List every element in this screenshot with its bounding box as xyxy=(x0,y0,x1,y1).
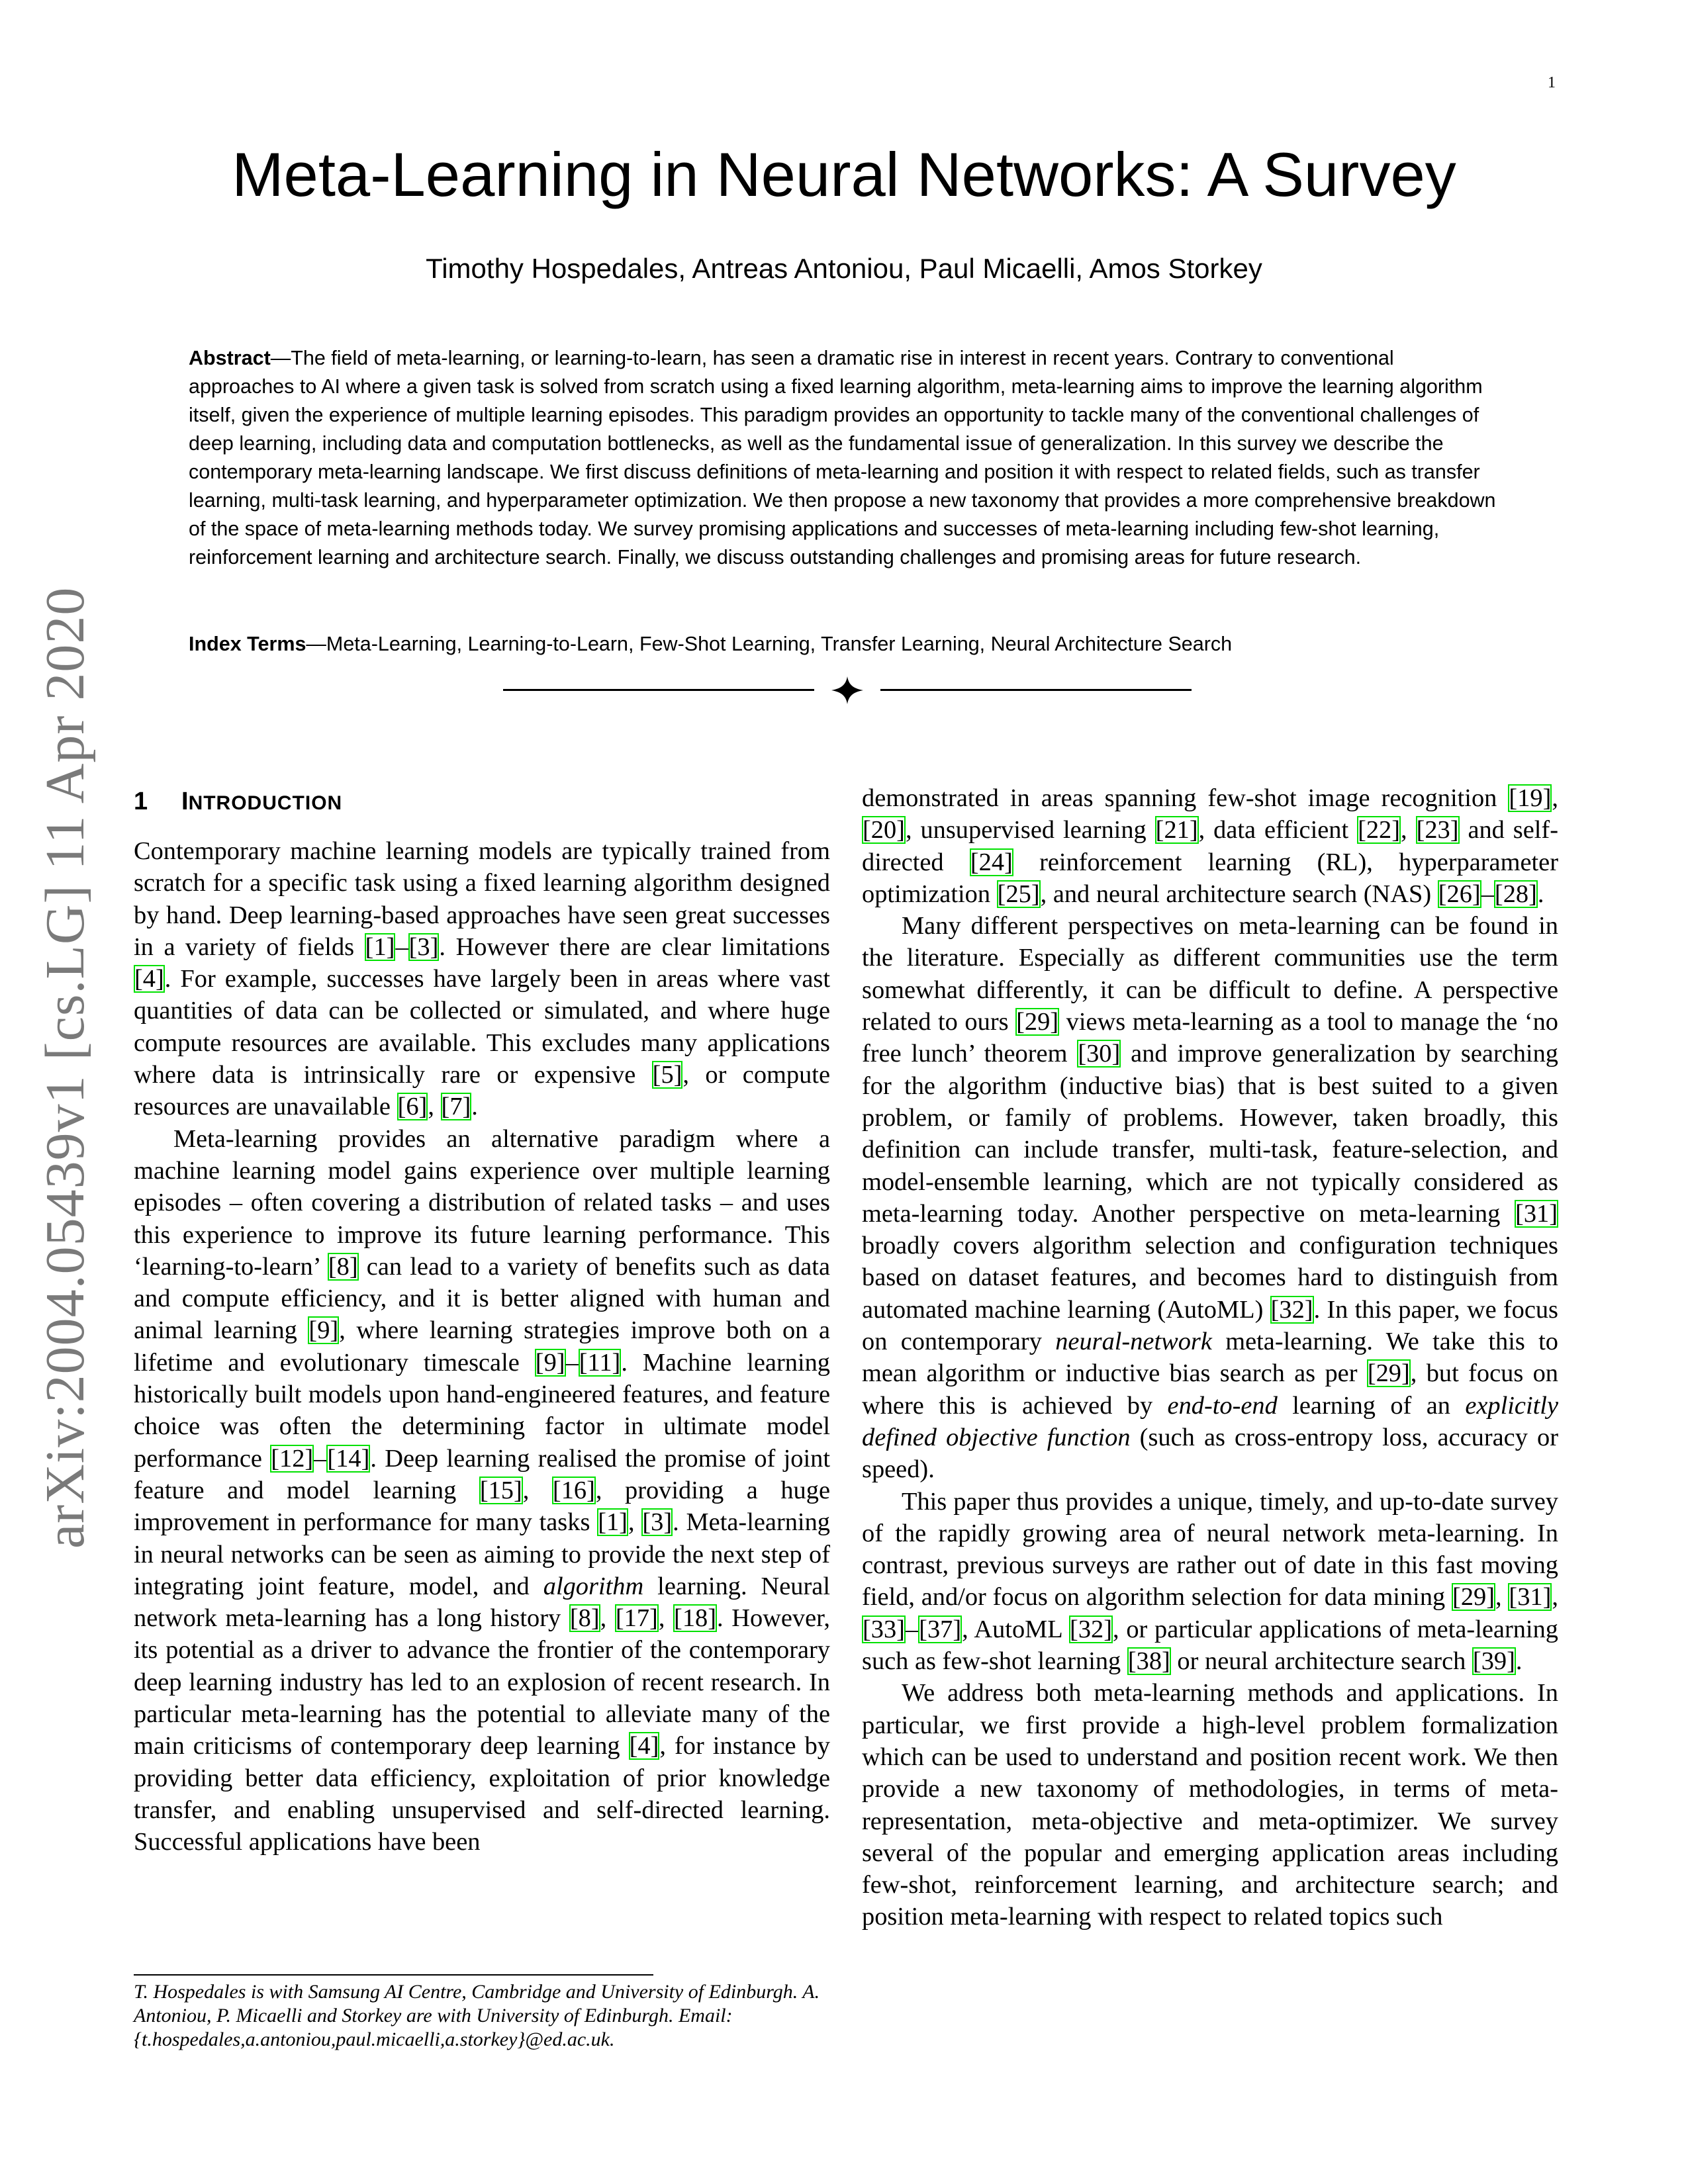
divider-right xyxy=(880,689,1192,691)
paragraph xyxy=(862,910,1558,1485)
text-run: can lead to a variety of benefits such as data and compute efficiency, and it is better aligned with human and animal learning xyxy=(134,1252,830,1345)
text-run: , for instance by providing better data efficiency, exploitation of prior knowledge transfer, and enabling unsupervised and self-directed learning. Successful applications have been xyxy=(134,1732,831,1856)
citation-link[interactable]: [15] xyxy=(479,1476,522,1504)
citation-link[interactable]: [1] xyxy=(365,933,395,961)
citation-link[interactable]: [19] xyxy=(1509,784,1552,812)
paragraph xyxy=(134,1123,830,1858)
text-run: , AutoML xyxy=(962,1615,1070,1643)
citation-link[interactable]: [12] xyxy=(271,1444,314,1473)
citation-link[interactable]: [29] xyxy=(1016,1008,1059,1036)
paper-title: Meta-Learning in Neural Networks: A Survey xyxy=(232,140,1456,209)
text-run: , xyxy=(1552,784,1558,812)
citation-link[interactable]: [9] xyxy=(535,1348,565,1377)
text-run: – xyxy=(565,1348,579,1377)
citation-link[interactable]: [3] xyxy=(642,1508,673,1537)
citation-link[interactable]: [31] xyxy=(1509,1583,1552,1612)
citation-link[interactable]: [37] xyxy=(919,1615,962,1643)
abstract-label: Abstract xyxy=(189,347,271,369)
citation-link[interactable]: [23] xyxy=(1416,816,1459,844)
text-run: Contemporary machine learning models are typically trained from scratch for a specific task using a fixed learning algorithm designed by hand. Deep learning-based approaches have seen great successes in a variety of fields xyxy=(134,837,830,961)
text-run: or neural architecture search xyxy=(1170,1647,1472,1676)
text-run: views meta-learning as a tool to manage the ‘no free lunch’ theorem xyxy=(862,1008,1559,1068)
text-run: , providing a huge improvement in performance for many tasks xyxy=(134,1476,830,1537)
paragraph xyxy=(862,1486,1558,1678)
citation-link[interactable]: [29] xyxy=(1367,1359,1410,1388)
text-run: This paper thus provides a unique, timely, and up-to-date survey of the rapidly growing area of neural network meta-learning. In contrast, previous surveys are rather out of date in this fast moving field, and/or focus on algorithm selection for data mining xyxy=(862,1487,1558,1612)
text-run: . However there are clear limitations xyxy=(439,933,830,961)
citation-link[interactable]: [3] xyxy=(408,933,439,961)
text-run: . Deep learning realised the promise of joint feature and model learning xyxy=(134,1444,830,1504)
citation-link[interactable]: [38] xyxy=(1127,1647,1170,1676)
index-terms-label: Index Terms xyxy=(189,633,306,655)
text-run: . However, its potential as a driver to advance the frontier of the contemporary deep learning industry has led to an explosion of recent research. In particular meta-learning has the potential to alleviate many of the main criticisms of contemporary deep learning xyxy=(134,1604,831,1760)
citation-link[interactable]: [33] xyxy=(863,1615,905,1643)
citation-link[interactable]: [30] xyxy=(1078,1040,1121,1068)
citation-link[interactable]: [39] xyxy=(1472,1647,1515,1676)
citation-link[interactable]: [21] xyxy=(1155,816,1198,844)
text-run: Meta-learning provides an alternative paradigm where a machine learning model gains experience over multiple learning episodes – often covering a distribution of related tasks – and uses this experience to improve its future learning performance. This ‘learning-to-learn’ xyxy=(134,1124,830,1281)
text-run: . Machine learning historically built models upon hand-engineered features, and feature choice was often the determining factor in ultimate model performance xyxy=(134,1348,830,1473)
text-run: – xyxy=(905,1615,919,1643)
text-run: . xyxy=(1515,1647,1523,1676)
text-run: and improve generalization by searching for the algorithm (inductive bias) that is best suited to a given problem, or family of problems. However, taken broadly, this definition can include transfer, multi-task, feature-selection, and model-ensemble learning, which are not typically considered as meta-learning today. Another perspective on meta-learning xyxy=(862,1040,1558,1228)
text-run: and self-directed xyxy=(862,816,1558,876)
text-run: Many different perspectives on meta-learning can be found in the literature. Especially as different communities use the term somewhat differently, it can be difficult to define. A perspective related to ours xyxy=(862,912,1558,1036)
citation-link[interactable]: [28] xyxy=(1494,880,1537,908)
text-run: , data efficient xyxy=(1198,816,1358,844)
citation-link[interactable]: [29] xyxy=(1452,1583,1495,1612)
text-run: . For example, successes have largely been in areas where vast quantities of data can be collected or simulated, and where huge compute resources are available. This excludes many applications where data is intrinsically rare or expensive xyxy=(134,965,830,1089)
abstract-text: —The field of meta-learning, or learning-to-learn, has seen a dramatic rise in interest in recent years. Contrary to conventional approaches to AI where a given task is solved from scratch using a fixed learning algorithm, meta-learning aims to improve the learning algorithm itself, given the experience of multiple learning episodes. This paradigm provides an opportunity to tackle many of the conventional challenges of deep learning, including data and computation bottlenecks, as well as the fundamental issue of generalization. In this survey we describe the contemporary meta-learning landscape. We first discuss definitions of meta-learning and position it with respect to related fields, such as transfer learning, multi-task learning, and hyperparameter optimization. We then propose a new taxonomy that provides a more comprehensive breakdown of the space of meta-learning methods today. We survey promising applications and successes of meta-learning including few-shot learning, reinforcement learning and architecture search. Finally, we discuss outstanding challenges and promising areas for future research. xyxy=(189,347,1496,569)
citation-link[interactable]: [22] xyxy=(1358,816,1401,844)
citation-link[interactable]: [18] xyxy=(674,1604,717,1633)
section-title-initial: I xyxy=(181,788,189,815)
text-run: . xyxy=(471,1093,478,1121)
citation-link[interactable]: [4] xyxy=(629,1732,659,1760)
citation-link[interactable]: [8] xyxy=(569,1604,600,1633)
text-run: , xyxy=(600,1604,615,1633)
emphasis-text: end-to-end xyxy=(1167,1391,1278,1420)
citation-link[interactable]: [24] xyxy=(970,848,1013,876)
text-run: – xyxy=(314,1444,327,1473)
right-column xyxy=(862,782,1558,1933)
text-run: , xyxy=(1495,1583,1509,1612)
citation-link[interactable]: [4] xyxy=(134,965,164,993)
text-run: . In this paper, we focus on contemporary xyxy=(862,1295,1558,1356)
text-run: learning. Neural network meta-learning has a long history xyxy=(134,1572,830,1633)
text-run: . Meta-learning in neural networks can be seen as aiming to provide the next step of integrating joint feature, model, and xyxy=(134,1508,830,1600)
citation-link[interactable]: [14] xyxy=(327,1444,370,1473)
text-run: , and neural architecture search (NAS) xyxy=(1040,880,1438,908)
text-run: , or compute resources are unavailable xyxy=(134,1061,830,1121)
left-column xyxy=(134,835,830,1858)
text-run: broadly covers algorithm selection and configuration techniques based on dataset features, and becomes hard to distinguish from automated machine learning (AutoML) xyxy=(862,1232,1558,1324)
text-run: , or particular applications of meta-learning such as few-shot learning xyxy=(862,1615,1558,1676)
emphasis-text: algorithm xyxy=(543,1572,644,1600)
citation-link[interactable]: [31] xyxy=(1515,1199,1558,1228)
text-run: , xyxy=(1552,1583,1558,1612)
citation-link[interactable]: [26] xyxy=(1438,880,1481,908)
citation-link[interactable]: [17] xyxy=(615,1604,658,1633)
divider-left xyxy=(503,689,814,691)
citation-link[interactable]: [1] xyxy=(598,1508,628,1537)
text-run: reinforcement learning (RL), hyperparameter optimization xyxy=(862,848,1558,908)
emphasis-text: explicitly defined objective function xyxy=(862,1391,1558,1451)
text-run: , unsupervised learning xyxy=(905,816,1155,844)
diamond-ornament-icon xyxy=(829,675,866,705)
text-run: , but focus on where this is achieved by xyxy=(862,1359,1559,1420)
citation-link[interactable]: [32] xyxy=(1070,1615,1112,1643)
citation-link[interactable]: [7] xyxy=(441,1093,471,1121)
index-terms xyxy=(189,630,1499,659)
text-run: , xyxy=(628,1508,642,1537)
text-run: demonstrated in areas spanning few-shot image recognition xyxy=(862,784,1509,812)
text-run: , xyxy=(428,1093,441,1121)
section-title-rest: NTRODUCTION xyxy=(188,792,343,814)
citation-link[interactable]: [20] xyxy=(863,816,905,844)
citation-link[interactable]: [16] xyxy=(552,1476,595,1504)
paragraph xyxy=(134,835,830,1123)
text-run: . xyxy=(1537,880,1544,908)
citation-link[interactable]: [9] xyxy=(308,1316,339,1345)
text-run: , xyxy=(1401,816,1416,844)
text-run: , where learning strategies improve both on a lifetime and evolutionary timescale xyxy=(134,1316,830,1377)
section-heading xyxy=(134,788,342,816)
text-run: (such as cross-entropy loss, accuracy or speed). xyxy=(862,1423,1558,1484)
citation-link[interactable]: [32] xyxy=(1270,1295,1313,1324)
paragraph xyxy=(862,782,1558,910)
text-run: , xyxy=(522,1476,552,1504)
citation-link[interactable]: [5] xyxy=(652,1061,682,1089)
emphasis-text: neural-network xyxy=(1055,1328,1212,1356)
footnote-rule xyxy=(134,1974,653,1976)
citation-link[interactable]: [8] xyxy=(328,1252,358,1281)
index-terms-text: —Meta-Learning, Learning-to-Learn, Few-Shot Learning, Transfer Learning, Neural Architecture Search xyxy=(306,633,1233,655)
paragraph: We address both meta-learning methods and applications. In particular, we first provide a high-level problem formalization which can be used to understand and position recent work. We then provide a new taxonomy of methodologies, in terms of meta-representation, meta-objective and meta-optimizer. We survey several of the popular and emerging application areas including few-shot, reinforcement learning, and architecture search; and position meta-learning with respect to related topics such xyxy=(862,1679,1558,1931)
citation-link[interactable]: [25] xyxy=(997,880,1040,908)
text-run: – xyxy=(1481,880,1494,908)
page-number: 1 xyxy=(1548,74,1556,91)
abstract xyxy=(189,344,1499,572)
author-list: Timothy Hospedales, Antreas Antoniou, Paul Micaelli, Amos Storkey xyxy=(426,253,1262,284)
text-run: – xyxy=(395,933,408,961)
text-run: , xyxy=(658,1604,674,1633)
text-run: meta-learning. We take this to mean algorithm or inductive bias search as per xyxy=(862,1328,1558,1388)
author-affiliation-footnote: T. Hospedales is with Samsung AI Centre, Cambridge and University of Edinburgh. A. Antoniou, P. Micaelli and Storkey are with University of Edinburgh. Email: {t.hospedales,a.antoniou,paul.micaelli,a.storkey}@ed.ac.uk. xyxy=(134,1981,820,2050)
citation-link[interactable]: [11] xyxy=(579,1348,621,1377)
citation-link[interactable]: [6] xyxy=(397,1093,428,1121)
arxiv-identifier-stamp: arXiv:2004.05439v1 [cs.LG] 11 Apr 2020 xyxy=(34,586,96,1549)
text-run: learning of an xyxy=(1277,1391,1466,1420)
section-number: 1 xyxy=(134,788,148,815)
